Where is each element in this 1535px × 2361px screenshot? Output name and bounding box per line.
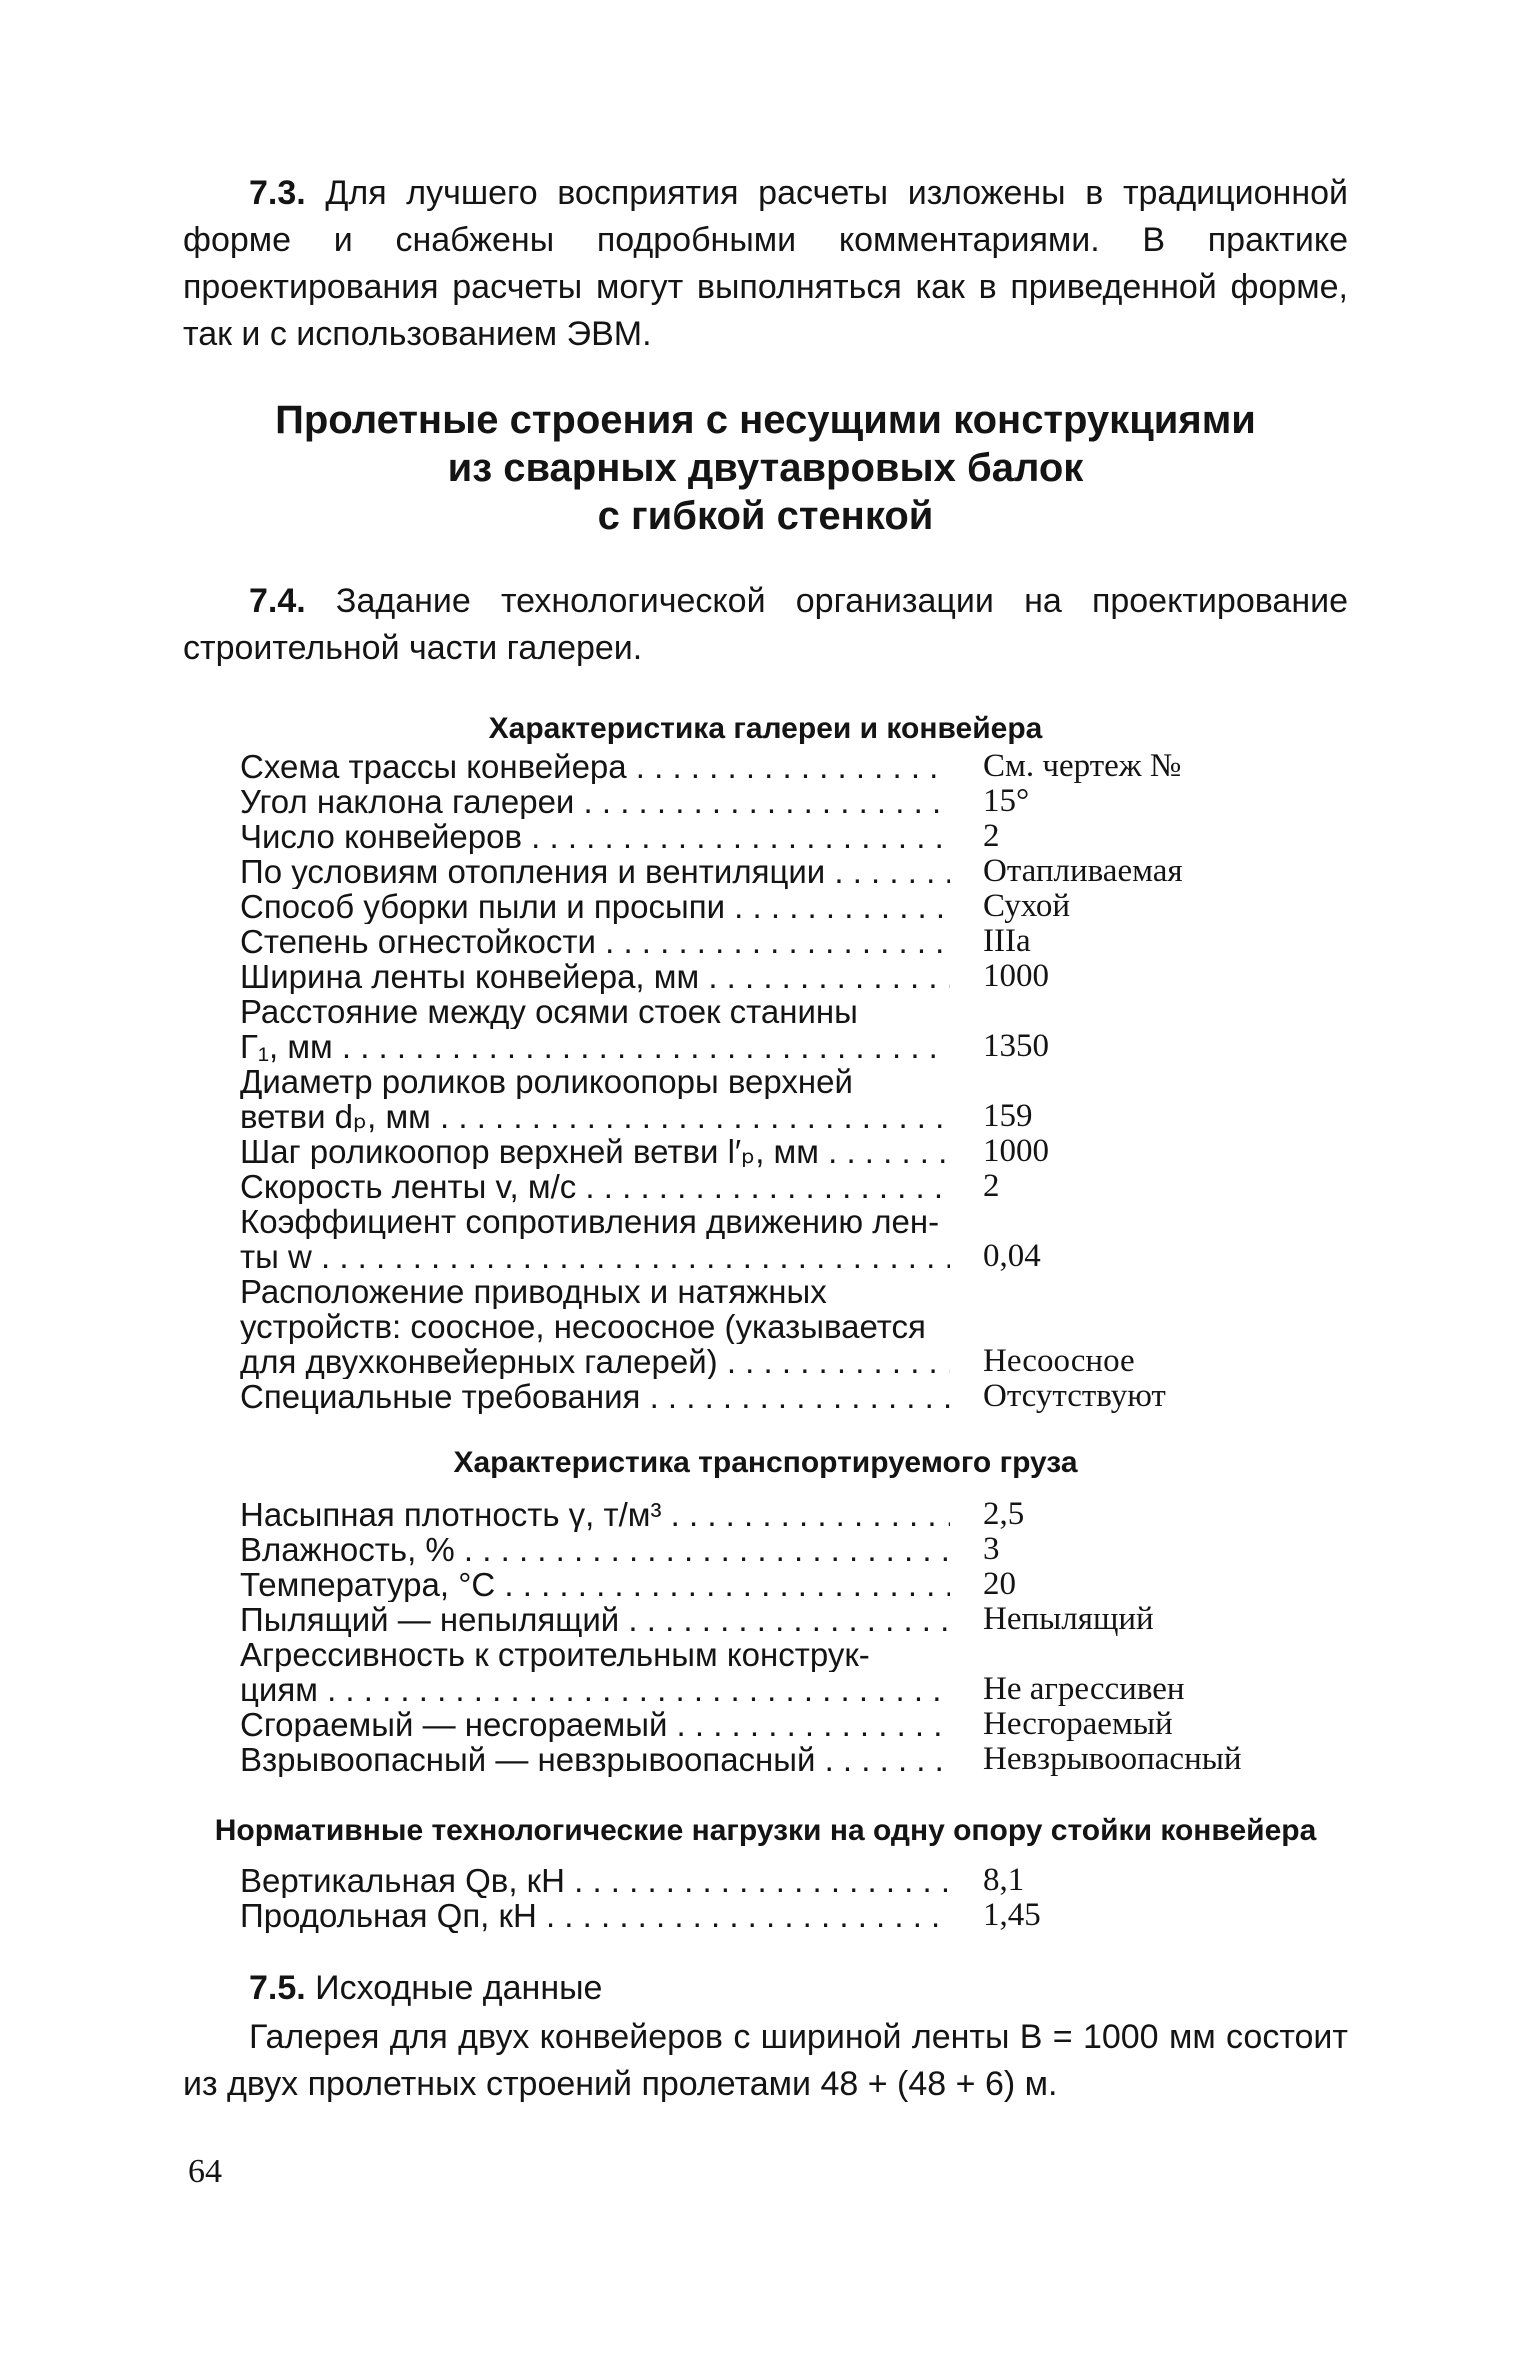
table-row	[240, 854, 1300, 889]
row-label: Диаметр роликов роликоопоры верхней	[240, 1064, 853, 1099]
row-value: 1350	[983, 1028, 1049, 1064]
row-value: 20	[983, 1566, 1016, 1602]
row-value: 1,45	[983, 1897, 1041, 1933]
gallery-title: Характеристика галереи и конвейера	[488, 712, 1043, 745]
table-row	[240, 994, 1300, 1029]
intro-number: 7.3.	[249, 174, 306, 212]
source-number: 7.5.	[249, 1969, 306, 2007]
row-value: IIIa	[983, 923, 1031, 959]
row-label: Число конвейеров . . .	[240, 819, 950, 854]
row-value: Сухой	[983, 888, 1071, 924]
table-row	[240, 1567, 1300, 1602]
row-label: циям . . .	[240, 1672, 950, 1707]
table-row	[240, 924, 1300, 959]
table-row	[240, 1344, 1300, 1379]
row-label: Расположение приводных и натяжных	[240, 1274, 827, 1309]
row-value: Непылящий	[983, 1601, 1154, 1637]
row-label: Угол наклона галереи . . .	[240, 784, 950, 819]
task-paragraph	[183, 578, 1348, 672]
page-number: 64	[188, 2153, 222, 2190]
table-row	[240, 1672, 1300, 1707]
heading-line-3: с гибкой стенкой	[597, 494, 934, 538]
row-label: Агрессивность к строительным конструк-	[240, 1637, 870, 1672]
cargo-table	[240, 1497, 1300, 1777]
row-label: Схема трассы конвейера . . .	[240, 749, 950, 784]
table-row	[240, 1134, 1300, 1169]
loads-title: Нормативные технологические нагрузки на одну опору стойки конвейера	[214, 1814, 1317, 1847]
row-label: Г₁, мм . . .	[240, 1029, 950, 1064]
table-row	[240, 1239, 1300, 1274]
row-label: Вертикальная Qв, кН . . .	[240, 1863, 950, 1898]
row-value: Отапливаемая	[983, 853, 1183, 889]
source-heading-line	[183, 1965, 1348, 2012]
table-row	[240, 819, 1300, 854]
row-value: См. чертеж №	[983, 748, 1182, 784]
row-value: 0,04	[983, 1238, 1041, 1274]
row-value: Отсутствуют	[983, 1378, 1166, 1414]
table-row	[240, 1309, 1300, 1344]
row-label: Насыпная плотность γ, т/м³ . . .	[240, 1497, 950, 1532]
table-row	[240, 1497, 1300, 1532]
row-value: 2	[983, 818, 1000, 854]
row-label: Расстояние между осями стоек станины	[240, 994, 858, 1029]
task-number: 7.4.	[249, 582, 306, 620]
table-row	[240, 1742, 1300, 1777]
table-row	[240, 1863, 1300, 1898]
row-label: Ширина ленты конвейера, мм . . .	[240, 959, 950, 994]
row-value: Несгораемый	[983, 1706, 1173, 1742]
table-row	[240, 1029, 1300, 1064]
row-value: Не агрессивен	[983, 1671, 1185, 1707]
intro-paragraph	[183, 170, 1348, 358]
row-label: Продольная Qп, кН . . .	[240, 1898, 950, 1933]
row-label: Способ уборки пыли и просыпи . . .	[240, 889, 950, 924]
row-label: Сгораемый — несгораемый . . .	[240, 1707, 950, 1742]
cargo-title: Характеристика транспортируемого груза	[453, 1446, 1078, 1479]
row-value: 8,1	[983, 1862, 1025, 1898]
row-label: Влажность, % . . .	[240, 1532, 950, 1567]
row-label: Температура, °С . . .	[240, 1567, 950, 1602]
row-value: Невзрывоопасный	[983, 1741, 1242, 1777]
table-row	[240, 1099, 1300, 1134]
row-value: 3	[983, 1531, 1000, 1567]
table-row	[240, 1898, 1300, 1933]
row-value: 2	[983, 1168, 1000, 1204]
row-label: ты w . . .	[240, 1239, 950, 1274]
table-row	[240, 1204, 1300, 1239]
row-label: Степень огнестойкости . . .	[240, 924, 950, 959]
gallery-table	[240, 749, 1300, 1414]
table-row	[240, 749, 1300, 784]
loads-table	[240, 1863, 1300, 1933]
row-label: По условиям отопления и вентиляции . . .	[240, 854, 950, 889]
table-row	[240, 1064, 1300, 1099]
row-label: устройств: соосное, несоосное (указывается	[240, 1309, 926, 1344]
table-row	[240, 1637, 1300, 1672]
section-heading	[183, 396, 1348, 540]
task-text: Задание технологической организации на проектирование строительной части галереи.	[183, 582, 1348, 667]
row-value: 1000	[983, 958, 1049, 994]
table-row	[240, 1274, 1300, 1309]
row-label: Взрывоопасный — невзрывоопасный . . .	[240, 1742, 950, 1777]
row-label: Скорость ленты v, м/с . . .	[240, 1169, 950, 1204]
table-row	[240, 959, 1300, 994]
row-label: для двухконвейерных галерей) . . .	[240, 1344, 950, 1379]
table-row	[240, 784, 1300, 819]
row-value: 159	[983, 1098, 1033, 1134]
row-label: ветви dₚ, мм . . .	[240, 1099, 950, 1134]
row-value: 2,5	[983, 1496, 1025, 1532]
table-row	[240, 1169, 1300, 1204]
table-row	[240, 1532, 1300, 1567]
heading-line-1: Пролетные строения с несущими конструкциями	[275, 398, 1256, 442]
heading-line-2: из сварных двутавровых балок	[447, 446, 1084, 490]
table-row	[240, 1379, 1300, 1414]
source-heading: Исходные данные	[315, 1969, 603, 2007]
table-row	[240, 1707, 1300, 1742]
source-paragraph	[183, 2014, 1348, 2108]
table-row	[240, 1602, 1300, 1637]
row-value: 1000	[983, 1133, 1049, 1169]
row-value: Несоосное	[983, 1343, 1135, 1379]
row-value: 15°	[983, 783, 1030, 819]
intro-text: Для лучшего восприятия расчеты изложены в традиционной форме и снабжены подробными комментариями. В практике проектирования расчеты могут выполняться как в приведенной форме, так и с использованием ЭВМ.	[183, 174, 1348, 353]
row-label: Коэффициент сопротивления движению лен-	[240, 1204, 940, 1239]
source-text: Галерея для двух конвейеров с шириной ленты В = 1000 мм состоит из двух пролетных строений пролетами 48 + (48 + 6) м.	[183, 2018, 1348, 2103]
row-label: Пылящий — непылящий . . .	[240, 1602, 950, 1637]
row-label: Шаг роликоопор верхней ветви l′ₚ, мм . . .	[240, 1134, 950, 1169]
table-row	[240, 889, 1300, 924]
row-label: Специальные требования . . .	[240, 1379, 950, 1414]
